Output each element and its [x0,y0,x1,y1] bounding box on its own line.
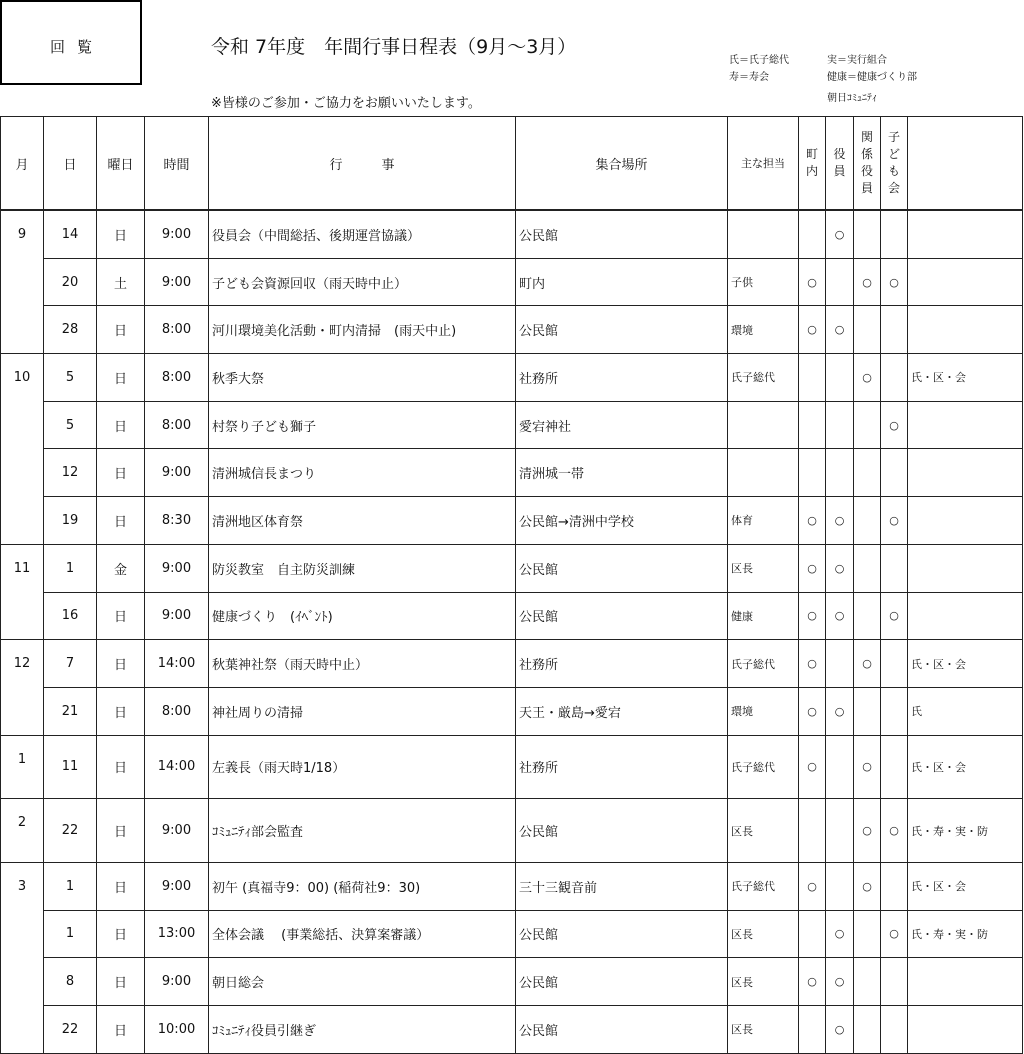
weekday-cell: 日 [97,687,145,735]
table-row [1,910,1023,958]
circulation-stamp-box [0,0,142,85]
month-cell: 9 [1,210,44,354]
month-cell: 1 [1,735,44,799]
event-cell: 役員会（中間総括、後期運営協議） [209,210,516,258]
place-cell: 社務所 [516,640,728,688]
event-cell: 秋季大祭 [209,354,516,402]
table-row [1,258,1023,306]
schedule-table [0,116,1023,1054]
kodomo-mark [881,958,908,1006]
kodomo-mark [881,210,908,258]
time-cell: 9:00 [145,592,209,640]
day-cell: 22 [44,799,97,863]
lead-cell: 区長 [728,799,799,863]
header-chonai-char: 内 [805,164,818,178]
yakuin-mark [826,799,854,863]
kodomo-mark: ○ [881,258,908,306]
header-day: 日 [44,117,97,211]
table-row [1,210,1023,258]
kodomo-mark [881,735,908,799]
groups-cell: 氏・区・会 [908,640,1023,688]
kankei-mark [854,497,881,545]
header-kodomo-char: ど [887,147,900,161]
weekday-cell: 日 [97,640,145,688]
groups-cell: 氏・区・会 [908,354,1023,402]
header-kankei-char: 員 [860,181,873,195]
yakuin-mark: ○ [826,1006,854,1054]
kodomo-mark [881,306,908,354]
weekday-cell: 日 [97,210,145,258]
weekday-cell: 日 [97,497,145,545]
weekday-cell: 日 [97,799,145,863]
kodomo-mark: ○ [881,401,908,449]
time-cell: 8:00 [145,306,209,354]
yakuin-mark: ○ [826,544,854,592]
kodomo-mark [881,449,908,497]
day-cell: 7 [44,640,97,688]
circulation-stamp-label: 回覧 [50,38,105,56]
kankei-mark [854,544,881,592]
day-cell: 19 [44,497,97,545]
kankei-mark: ○ [854,258,881,306]
header-yakuin-char: 役 [833,147,846,161]
yakuin-mark [826,258,854,306]
lead-cell: 氏子総代 [728,640,799,688]
kankei-mark: ○ [854,640,881,688]
kankei-mark [854,1006,881,1054]
kodomo-mark [881,354,908,402]
kankei-mark: ○ [854,799,881,863]
participation-note: ※皆様のご参加・ご協力をお願いいたします。 [211,96,481,111]
table-header-row [1,117,1023,211]
kankei-mark: ○ [854,735,881,799]
table-row [1,354,1023,402]
groups-cell [908,258,1023,306]
groups-cell: 氏・寿・実・防 [908,910,1023,958]
place-cell: 公民館 [516,910,728,958]
kodomo-mark [881,544,908,592]
table-row [1,401,1023,449]
event-cell: 健康づくり (ｲﾍﾞﾝﾄ) [209,592,516,640]
header-yakuin [826,117,854,211]
groups-cell [908,497,1023,545]
header-place: 集合場所 [516,117,728,211]
kankei-mark [854,687,881,735]
kodomo-mark [881,862,908,910]
chonai-mark [799,449,826,497]
yakuin-mark: ○ [826,210,854,258]
yakuin-mark [826,862,854,910]
time-cell: 10:00 [145,1006,209,1054]
lead-cell: 氏子総代 [728,354,799,402]
weekday-cell: 日 [97,1006,145,1054]
chonai-mark: ○ [799,544,826,592]
day-cell: 28 [44,306,97,354]
place-cell: 清洲城一帯 [516,449,728,497]
groups-cell [908,306,1023,354]
kankei-mark [854,401,881,449]
time-cell: 14:00 [145,735,209,799]
groups-cell: 氏・区・会 [908,862,1023,910]
place-cell: 社務所 [516,354,728,402]
day-cell: 5 [44,401,97,449]
lead-cell [728,401,799,449]
groups-cell [908,958,1023,1006]
weekday-cell: 日 [97,592,145,640]
legend-item: 氏＝氏子総代 [729,55,789,66]
kankei-mark: ○ [854,354,881,402]
page-title: 令和 7年度 年間行事日程表（9月〜3月） [211,36,577,58]
legend-item: 健康＝健康づくり部 [827,72,917,83]
chonai-mark: ○ [799,640,826,688]
chonai-mark: ○ [799,862,826,910]
chonai-mark [799,210,826,258]
table-row [1,544,1023,592]
header-kodomo-char: 会 [887,181,900,195]
month-cell: 2 [1,799,44,863]
kankei-mark [854,449,881,497]
table-row [1,592,1023,640]
kodomo-mark: ○ [881,592,908,640]
time-cell: 9:00 [145,449,209,497]
header-groups [908,117,1023,211]
chonai-mark [799,799,826,863]
legend-item: 寿＝寿会 [729,72,769,83]
lead-cell: 氏子総代 [728,862,799,910]
month-cell: 11 [1,544,44,639]
day-cell: 20 [44,258,97,306]
place-cell: 公民館 [516,1006,728,1054]
day-cell: 14 [44,210,97,258]
place-cell: 町内 [516,258,728,306]
header-kodomo [881,117,908,211]
header-chonai-char: 町 [805,147,818,161]
place-cell: 天王・厳島→愛宕 [516,687,728,735]
yakuin-mark [826,354,854,402]
yakuin-mark: ○ [826,687,854,735]
chonai-mark: ○ [799,258,826,306]
event-cell: 子ども会資源回収（雨天時中止） [209,258,516,306]
day-cell: 11 [44,735,97,799]
weekday-cell: 日 [97,862,145,910]
place-cell: 公民館 [516,958,728,1006]
legend-left [729,52,789,86]
kankei-mark [854,306,881,354]
place-cell: 三十三観音前 [516,862,728,910]
event-cell: 左義長（雨天時1/18） [209,735,516,799]
chonai-mark: ○ [799,687,826,735]
table-row [1,306,1023,354]
time-cell: 9:00 [145,210,209,258]
table-row [1,735,1023,799]
chonai-mark: ○ [799,958,826,1006]
legend-item: 実＝実行組合 [827,55,887,66]
kankei-mark [854,592,881,640]
groups-cell: 氏・寿・実・防 [908,799,1023,863]
kodomo-mark: ○ [881,910,908,958]
groups-cell [908,592,1023,640]
lead-cell: 健康 [728,592,799,640]
event-cell: 村祭り子ども獅子 [209,401,516,449]
day-cell: 21 [44,687,97,735]
yakuin-mark: ○ [826,306,854,354]
lead-cell: 体育 [728,497,799,545]
header-kodomo-char: も [887,164,900,178]
lead-cell: 区長 [728,958,799,1006]
kankei-mark: ○ [854,862,881,910]
kodomo-mark: ○ [881,799,908,863]
month-cell: 12 [1,640,44,735]
groups-cell [908,544,1023,592]
event-cell: 全体会議 (事業総括、決算案審議） [209,910,516,958]
event-cell: 朝日総会 [209,958,516,1006]
time-cell: 9:00 [145,862,209,910]
event-cell: 秋葉神社祭（雨天時中止） [209,640,516,688]
chonai-mark: ○ [799,735,826,799]
chonai-mark: ○ [799,306,826,354]
time-cell: 13:00 [145,910,209,958]
weekday-cell: 日 [97,449,145,497]
event-cell: 清洲城信長まつり [209,449,516,497]
weekday-cell: 日 [97,735,145,799]
place-cell: 公民館 [516,210,728,258]
header-kankei [854,117,881,211]
place-cell: 公民館 [516,592,728,640]
table-row [1,640,1023,688]
day-cell: 12 [44,449,97,497]
place-cell: 社務所 [516,735,728,799]
day-cell: 5 [44,354,97,402]
yakuin-mark [826,735,854,799]
table-row [1,862,1023,910]
lead-cell: 氏子総代 [728,735,799,799]
lead-cell: 子供 [728,258,799,306]
groups-cell [908,401,1023,449]
yakuin-mark: ○ [826,497,854,545]
yakuin-mark: ○ [826,592,854,640]
event-cell: 河川環境美化活動・町内清掃 (雨天中止) [209,306,516,354]
day-cell: 1 [44,544,97,592]
weekday-cell: 日 [97,354,145,402]
time-cell: 9:00 [145,799,209,863]
kankei-mark [854,210,881,258]
event-cell: ｺﾐｭﾆﾃｨ部会監査 [209,799,516,863]
groups-cell [908,449,1023,497]
table-row [1,1006,1023,1054]
time-cell: 8:00 [145,354,209,402]
kodomo-mark [881,1006,908,1054]
header-event: 行 事 [209,117,516,211]
table-row [1,799,1023,863]
header-yakuin-char: 員 [833,164,846,178]
weekday-cell: 金 [97,544,145,592]
place-cell: 愛宕神社 [516,401,728,449]
weekday-cell: 日 [97,958,145,1006]
chonai-mark [799,401,826,449]
legend-org: 朝日ｺﾐｭﾆﾃｨ [827,93,877,104]
yakuin-mark [826,449,854,497]
yakuin-mark: ○ [826,910,854,958]
chonai-mark [799,910,826,958]
time-cell: 8:00 [145,401,209,449]
time-cell: 9:00 [145,958,209,1006]
lead-cell [728,210,799,258]
weekday-cell: 日 [97,910,145,958]
month-cell: 3 [1,862,44,1053]
lead-cell [728,449,799,497]
day-cell: 16 [44,592,97,640]
event-cell: 清洲地区体育祭 [209,497,516,545]
groups-cell [908,1006,1023,1054]
kankei-mark [854,910,881,958]
time-cell: 9:00 [145,258,209,306]
kodomo-mark: ○ [881,497,908,545]
yakuin-mark [826,401,854,449]
header-month: 月 [1,117,44,211]
yakuin-mark: ○ [826,958,854,1006]
chonai-mark [799,1006,826,1054]
day-cell: 1 [44,910,97,958]
header-kodomo-char: 子 [887,130,900,144]
schedule-body [1,210,1023,1053]
groups-cell [908,210,1023,258]
legend-right [827,52,917,86]
lead-cell: 区長 [728,544,799,592]
time-cell: 8:00 [145,687,209,735]
chonai-mark: ○ [799,592,826,640]
day-cell: 1 [44,862,97,910]
yakuin-mark [826,640,854,688]
day-cell: 8 [44,958,97,1006]
time-cell: 9:00 [145,544,209,592]
place-cell: 公民館 [516,544,728,592]
kankei-mark [854,958,881,1006]
header-chonai [799,117,826,211]
event-cell: ｺﾐｭﾆﾃｨ役員引継ぎ [209,1006,516,1054]
header-weekday: 曜日 [97,117,145,211]
header-kankei-char: 役 [860,164,873,178]
table-row [1,687,1023,735]
groups-cell: 氏 [908,687,1023,735]
weekday-cell: 土 [97,258,145,306]
event-cell: 神社周りの清掃 [209,687,516,735]
table-row [1,958,1023,1006]
lead-cell: 区長 [728,1006,799,1054]
weekday-cell: 日 [97,401,145,449]
month-cell: 10 [1,354,44,545]
header-kankei-char: 関 [860,130,873,144]
groups-cell: 氏・区・会 [908,735,1023,799]
chonai-mark: ○ [799,497,826,545]
lead-cell: 環境 [728,687,799,735]
table-row [1,449,1023,497]
lead-cell: 区長 [728,910,799,958]
place-cell: 公民館→清洲中学校 [516,497,728,545]
header-kankei-char: 係 [860,147,873,161]
kodomo-mark [881,640,908,688]
time-cell: 8:30 [145,497,209,545]
day-cell: 22 [44,1006,97,1054]
place-cell: 公民館 [516,799,728,863]
lead-cell: 環境 [728,306,799,354]
chonai-mark [799,354,826,402]
kodomo-mark [881,687,908,735]
header-time: 時間 [145,117,209,211]
time-cell: 14:00 [145,640,209,688]
table-row [1,497,1023,545]
place-cell: 公民館 [516,306,728,354]
header-lead: 主な担当 [728,117,799,211]
weekday-cell: 日 [97,306,145,354]
event-cell: 防災教室 自主防災訓練 [209,544,516,592]
event-cell: 初午 (真福寺9：00) (稲荷社9：30) [209,862,516,910]
